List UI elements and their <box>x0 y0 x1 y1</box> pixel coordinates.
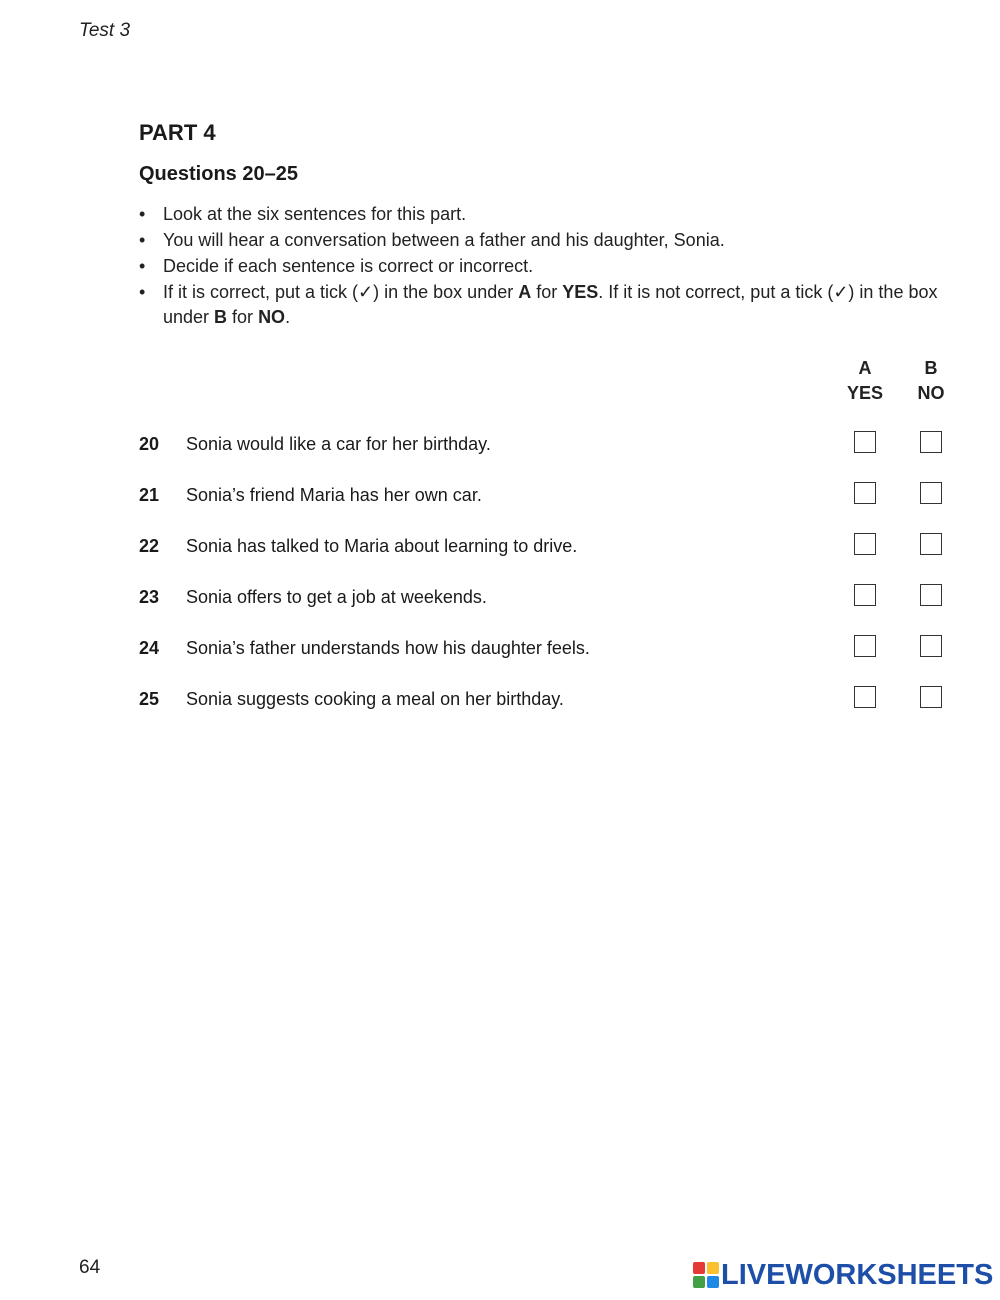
question-number: 20 <box>139 434 160 454</box>
answer-checkbox-no[interactable] <box>920 431 942 453</box>
instruction-emphasis: A <box>518 282 532 302</box>
logo-square <box>707 1276 719 1288</box>
answer-checkbox-yes[interactable] <box>854 482 876 504</box>
question-row-23 <box>139 584 959 614</box>
question-row-21 <box>139 482 959 512</box>
answer-checkbox-no[interactable] <box>920 635 942 657</box>
instruction-segment: If it is correct, put a tick (✓) in the box under <box>163 282 519 302</box>
question-row-22 <box>139 533 959 563</box>
instruction-text: You will hear a conversation between a father and his daughter, Sonia. <box>163 230 725 250</box>
question-row-20 <box>139 431 959 461</box>
instruction-text <box>163 282 937 327</box>
question-text: Sonia offers to get a job at weekends. <box>186 587 487 607</box>
question-text: Sonia suggests cooking a meal on her birthday. <box>186 689 564 709</box>
question-text: Sonia would like a car for her birthday. <box>186 434 491 454</box>
answer-checkbox-no[interactable] <box>920 482 942 504</box>
question-text: Sonia’s friend Maria has her own car. <box>186 485 482 505</box>
answer-checkbox-yes[interactable] <box>854 584 876 606</box>
answer-checkbox-yes[interactable] <box>854 686 876 708</box>
answer-checkbox-no[interactable] <box>920 686 942 708</box>
instruction-segment: for <box>531 282 563 302</box>
page-number: 64 <box>79 1257 101 1278</box>
instruction-text: Look at the six sentences for this part. <box>163 204 467 224</box>
column-label-no: NO <box>917 383 945 403</box>
running-head: Test 3 <box>79 20 131 41</box>
question-row-25 <box>139 686 959 716</box>
bullet-icon: • <box>139 204 146 224</box>
question-text: Sonia has talked to Maria about learning to drive. <box>186 536 578 556</box>
question-number: 25 <box>139 689 160 709</box>
instruction-emphasis: NO <box>258 307 286 327</box>
questions-range-heading: Questions 20–25 <box>139 163 298 185</box>
column-label-yes: YES <box>846 383 884 403</box>
bullet-icon: • <box>139 230 146 250</box>
question-number: 21 <box>139 485 160 505</box>
question-number: 22 <box>139 536 160 556</box>
instruction-emphasis: B <box>214 307 228 327</box>
column-header-a <box>835 356 895 406</box>
liveworksheets-logo-icon <box>693 1262 719 1288</box>
liveworksheets-brand[interactable] <box>693 1258 993 1292</box>
instructions-list <box>139 202 959 331</box>
logo-square <box>693 1262 705 1274</box>
answer-checkbox-yes[interactable] <box>854 635 876 657</box>
question-number: 24 <box>139 638 160 658</box>
instruction-item <box>139 280 959 330</box>
question-text: Sonia’s father understands how his daughter feels. <box>186 638 590 658</box>
answer-checkbox-no[interactable] <box>920 584 942 606</box>
logo-square <box>707 1262 719 1274</box>
column-letter-b: B <box>924 358 938 378</box>
answer-checkbox-yes[interactable] <box>854 533 876 555</box>
instruction-segment: . If it is not correct, put a tick (✓) in the box under <box>163 282 938 327</box>
question-row-24 <box>139 635 959 665</box>
part-title: PART 4 <box>139 120 216 145</box>
logo-square <box>693 1276 705 1288</box>
brand-text: LIVEWORKSHEETS <box>721 1258 994 1291</box>
bullet-icon: • <box>139 256 146 276</box>
instruction-text: Decide if each sentence is correct or incorrect. <box>163 256 534 276</box>
bullet-icon: • <box>139 282 146 302</box>
instruction-segment: for <box>227 307 259 327</box>
question-number: 23 <box>139 587 160 607</box>
instruction-segment: . <box>285 307 291 327</box>
instruction-item <box>139 228 959 253</box>
instruction-item <box>139 202 959 227</box>
instruction-item <box>139 254 959 279</box>
column-header-b <box>901 356 961 406</box>
answer-checkbox-no[interactable] <box>920 533 942 555</box>
instruction-emphasis: YES <box>562 282 599 302</box>
column-letter-a: A <box>858 358 872 378</box>
answer-checkbox-yes[interactable] <box>854 431 876 453</box>
